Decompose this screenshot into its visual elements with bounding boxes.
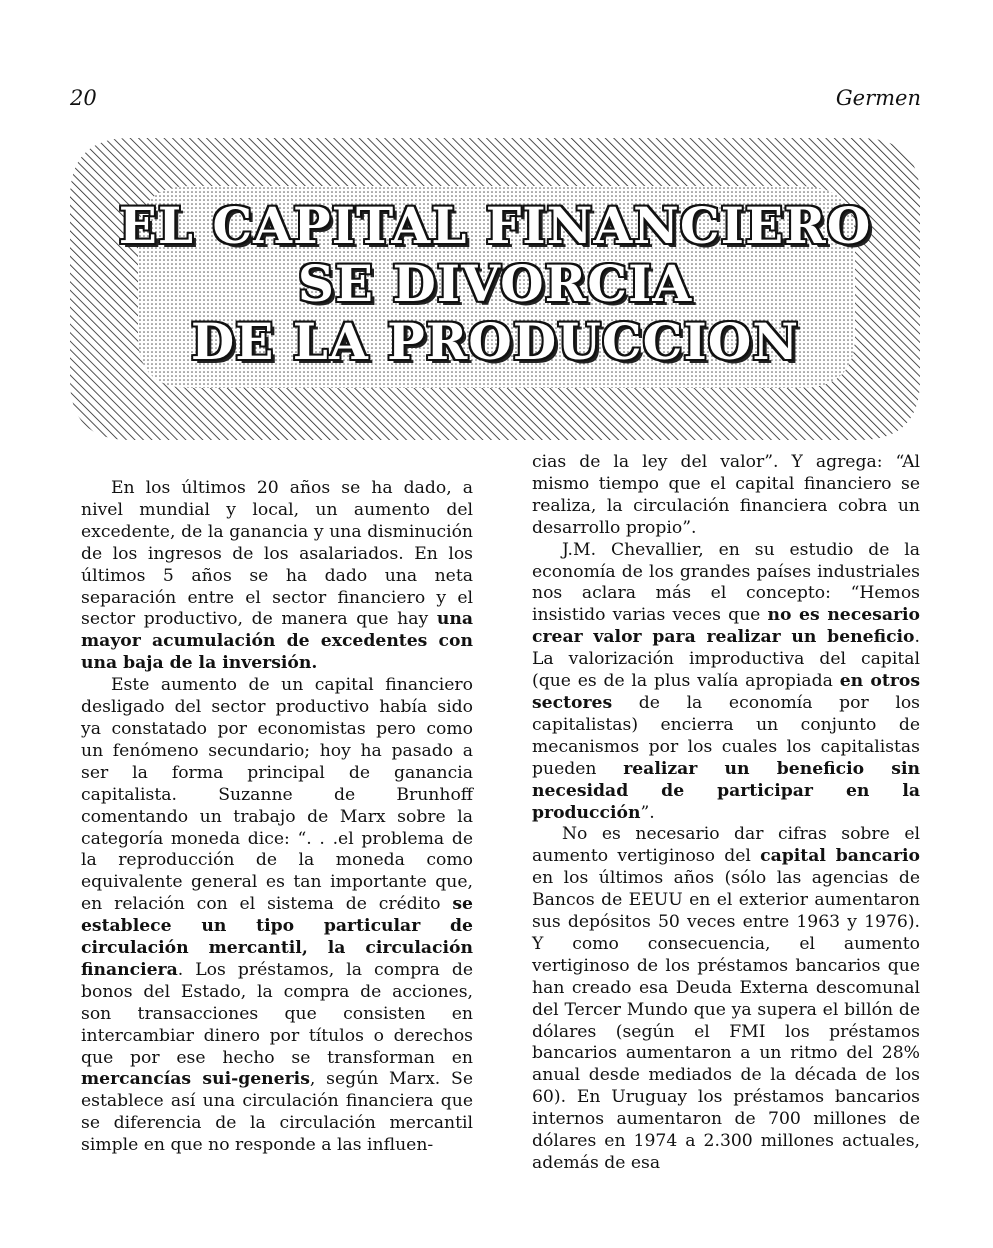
right-column [532,452,920,1175]
paragraph: En los últimos 20 años se ha dado, a nivel mundial y local, un aumento del excedente, de la ganancia y una disminución de los ingresos de los asalariados. En los últimos 5 años se ha dado una neta separación entre el sector financiero y el sector productivo, de manera que hay una mayor acumulación de excedentes con una baja de la inversión. [81,478,473,674]
title-line-1: EL CAPITAL FINANCIERO [118,196,872,255]
emphasis: una mayor acumulación de excedentes con una baja de la inversión. [81,609,473,674]
paragraph: cias de la ley del valor”. Y agrega: “Al mismo tiempo que el capital financiero se realiza, la circulación financiera cobra un desarrollo propio”. [532,452,920,538]
emphasis: en otros sectores [532,671,921,713]
publication-name: Germen [835,86,921,110]
paragraph: J.M. Chevallier, en su estudio de la economía de los grandes países industriales nos aclara más el concepto: “Hemos insistido varias veces que no es necesario crear valor para realizar un beneficio. La valorización improductiva del capital (que es de la plus valía apropiada en otros sectores de la economía por los capitalistas) encierra un conjunto de mecanismos por los cuales los capitalistas pueden realizar un beneficio sin necesidad de participar en la producción”. [532,539,921,823]
article-title [70,197,920,371]
page-number: 20 [70,86,97,110]
emphasis: no es necesario crear valor para realizar un beneficio [532,605,921,648]
emphasis: mercancías sui-generis [81,1069,310,1090]
paragraph: No es necesario dar cifras sobre el aumento vertiginoso del capital bancario en los últimos años (sólo las agencias de Bancos de EEUU en el exterior aumentaron sus depósitos 50 veces entre 1963 y 1976). Y como consecuencia, el aumento vertiginoso de los préstamos bancarios que han creado esa Deuda Externa descomunal del Tercer Mundo que ya supera el billón de dólares (según el FMI los préstamos bancarios aumentaron a un ritmo del 28% anual desde mediados de la década de los 60). En Uruguay los préstamos bancarios internos aumentaron de 700 millones de dólares en 1974 a 2.300 millones actuales, además de esa [532,824,920,1173]
paragraph: Este aumento de un capital financiero desligado del sector productivo había sido ya constatado por economistas pero como un fenómeno secundario; hoy ha pasado a ser la forma principal de ganancia capitalista. Suzanne de Brunhoff comentando un trabajo de Marx sobre la categoría moneda dice: “. . .el problema de la reproducción de la moneda como equivalente general es tan importante que, en relación con el sistema de crédito se establece un tipo particular de circulación mercantil, la circulación financiera. Los préstamos, la compra de bonos del Estado, la compra de acciones, son transacciones que consisten en intercambiar dinero por títulos o derechos que por ese hecho se transforman en mercancías sui-generis, según Marx. Se establece así una circulación financiera que se diferencia de la circulación mercantil simple en que no responde a las influen- [81,675,473,1156]
emphasis: capital bancario [760,846,920,867]
title-line-3: DE LA PRODUCCION [190,312,800,371]
emphasis: realizar un beneficio sin necesidad de participar en la producción [532,758,921,823]
title-line-2: SE DIVORCIA [297,254,693,313]
left-column [81,478,473,1157]
emphasis: se establece un tipo particular de circulación mercantil, la circulación financiera [81,894,473,980]
